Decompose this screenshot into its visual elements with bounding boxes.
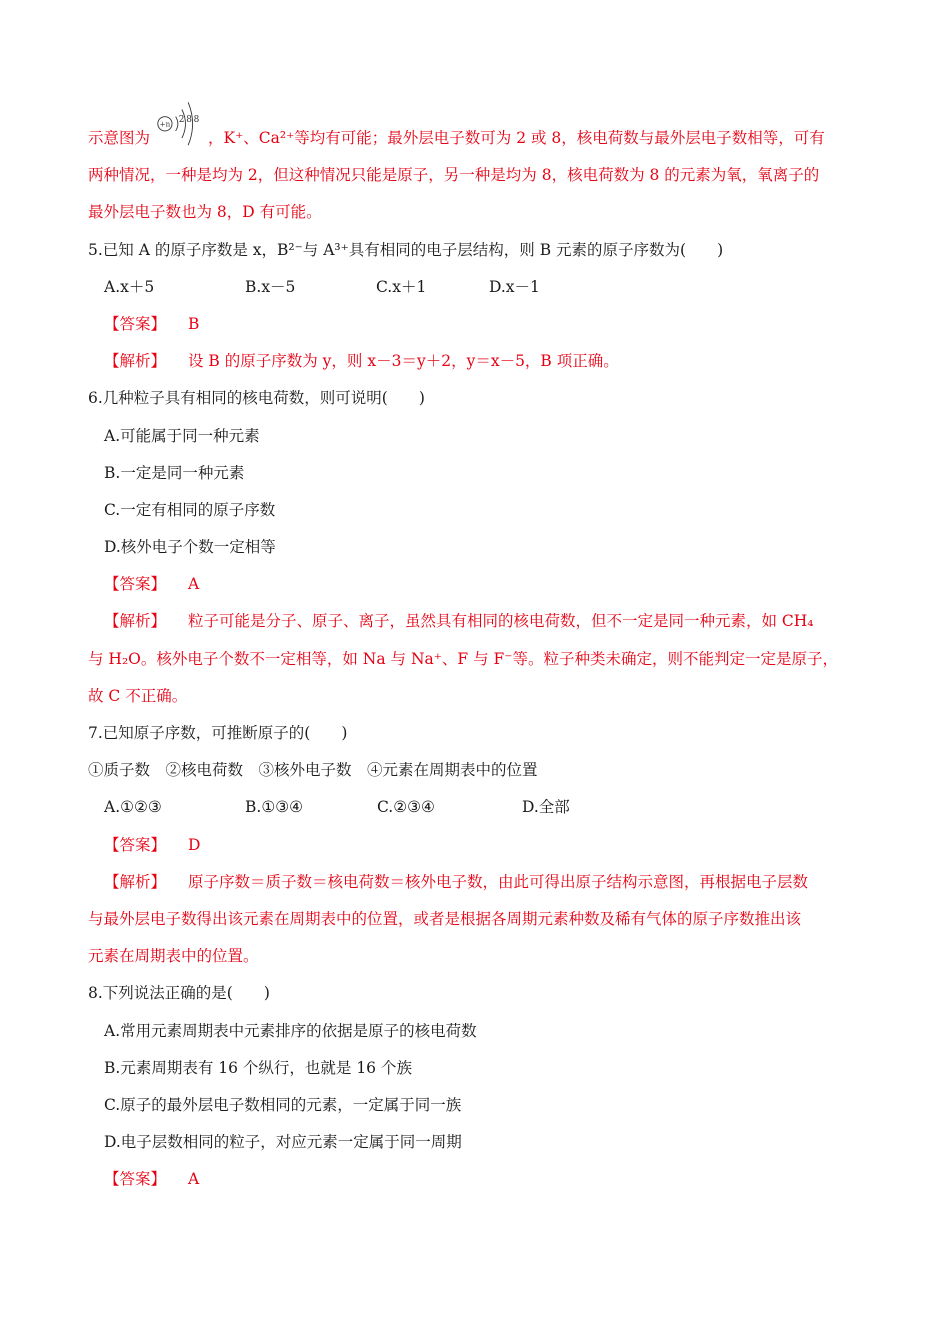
- q5-analysis: [88, 343, 866, 380]
- q8-option-d: D.电子层数相同的粒子，对应元素一定属于同一周期: [104, 1133, 462, 1152]
- q8-answer: [88, 1161, 866, 1198]
- q6-answer: [88, 566, 866, 603]
- q5-analysis-text: 设 B 的原子序数为 y，则 x－3＝y＋2，y＝x－5，B 项正确。: [188, 352, 619, 371]
- document-page: [88, 115, 866, 1198]
- q5-stem: 5.已知 A 的原子序数是 x，B²⁻与 A³⁺具有相同的电子层结构，则 B 元素的原子序数为( ): [88, 240, 724, 259]
- q6-analysis-text-2: 与 H₂O。核外电子个数不一定相等，如 Na 与 Na⁺、F 与 F⁻等。粒子种类未确定，则不能判定一定是原子，: [88, 649, 838, 668]
- q6-stem: 6.几种粒子具有相同的核电荷数，则可说明( ): [88, 389, 425, 408]
- q8-option-c: C.原子的最外层电子数相同的元素，一定属于同一族: [104, 1095, 462, 1114]
- q6-analysis-text-1: 粒子可能是分子、原子、离子，虽然具有相同的核电荷数，但不一定是同一种元素，如 CH₄: [188, 612, 814, 631]
- q7-stem: 7.已知原子序数，可推断原子的( ): [88, 724, 348, 742]
- q6-option-a: A.可能属于同一种元素: [104, 426, 260, 445]
- atom-diagram-icon: [154, 97, 208, 147]
- atom-structure-diagram: [150, 115, 208, 149]
- q7-option-c: C.②③④: [377, 798, 435, 817]
- q7-analysis-text-3: 元素在周期表中的位置。: [88, 947, 259, 966]
- q6-option-c: C.一定有相同的原子序数: [104, 500, 276, 519]
- q8-option-b: B.元素周期表有 16 个纵行，也就是 16 个族: [104, 1058, 412, 1077]
- q8-stem: 8.下列说法正确的是( ): [88, 984, 270, 1003]
- q5-option-d: D.x－1: [489, 277, 540, 296]
- q6-option-b: B.一定是同一种元素: [104, 463, 245, 482]
- q7-analysis: [88, 864, 866, 901]
- q5-option-b: B.x－5: [245, 277, 296, 296]
- q5-option-c: C.x＋1: [376, 277, 427, 296]
- q7-items: ①质子数 ②核电荷数 ③核外电子数 ④元素在周期表中的位置: [88, 761, 538, 780]
- q6-analysis-text-3: 故 C 不正确。: [88, 686, 188, 705]
- q8-option-a: A.常用元素周期表中元素排序的依据是原子的核电荷数: [104, 1021, 477, 1040]
- q7-answer: [88, 827, 866, 864]
- q7-analysis-text-1: 原子序数＝质子数＝核电荷数＝核外电子数，由此可得出原子结构示意图，再根据电子层数: [188, 872, 809, 891]
- q6-answer-value: A: [188, 575, 200, 594]
- intro-text-before-diagram: 示意图为: [88, 129, 151, 147]
- q7-option-d: D.全部: [522, 798, 570, 817]
- analysis-tag: 【解析】: [104, 352, 167, 371]
- q5-answer: [88, 306, 866, 343]
- intro-line-3: 最外层电子数也为 8，D 有可能。: [88, 203, 322, 222]
- intro-line-2: 两种情况，一种是均为 2，但这种情况只能是原子，另一种是均为 8，核电荷数为 8 的元素为氧，氧离子的: [88, 166, 820, 185]
- q5-answer-value: B: [188, 314, 200, 333]
- answer-tag: 【答案】: [104, 835, 167, 854]
- answer-tag: 【答案】: [104, 575, 167, 594]
- answer-tag: 【答案】: [104, 1170, 167, 1189]
- analysis-tag: 【解析】: [104, 872, 167, 891]
- q6-analysis: [88, 603, 866, 640]
- answer-tag: 【答案】: [104, 314, 167, 333]
- q5-option-a: A.x＋5: [104, 277, 155, 296]
- q7-options: [88, 789, 866, 826]
- q7-answer-value: D: [188, 835, 201, 854]
- atom-nucleus-label: +n: [159, 119, 171, 129]
- intro-text-after-diagram: ，K⁺、Ca²⁺等均有可能；最外层电子数可为 2 或 8，核电荷数与最外层电子数相等，可有: [208, 129, 825, 147]
- q7-option-b: B.①③④: [245, 798, 304, 817]
- atom-shell-electrons: 288: [178, 115, 202, 125]
- q7-analysis-text-2: 与最外层电子数得出该元素在周期表中的位置，或者是根据各周期元素种数及稀有气体的原子序数推出该: [88, 909, 802, 928]
- intro-line-1: [88, 115, 866, 157]
- q6-option-d: D.核外电子个数一定相等: [104, 538, 276, 557]
- q5-options: [88, 269, 866, 306]
- analysis-tag: 【解析】: [104, 612, 167, 631]
- q8-answer-value: A: [188, 1170, 200, 1189]
- q7-option-a: A.①②③: [104, 798, 162, 817]
